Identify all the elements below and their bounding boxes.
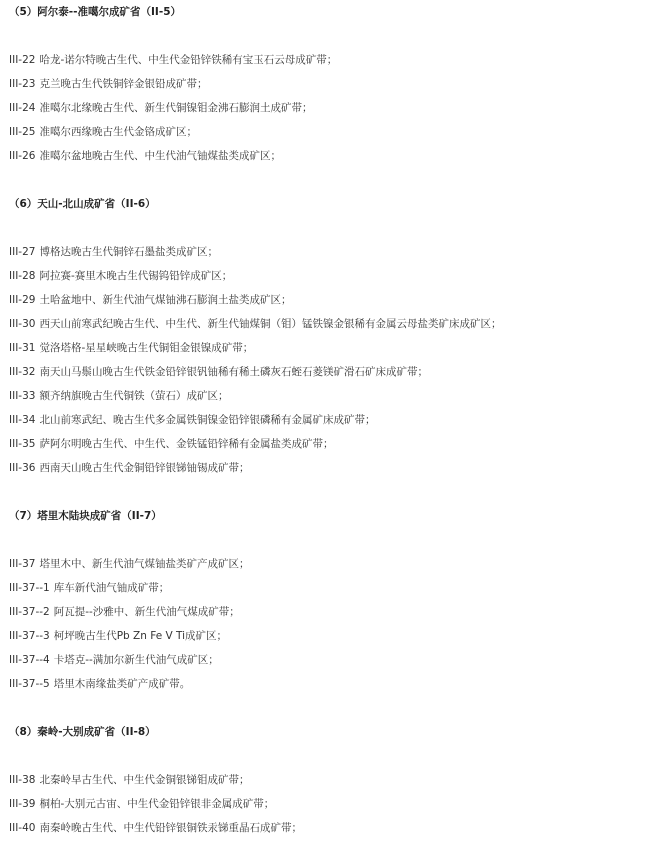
list-item: [9, 264, 665, 288]
section: [9, 192, 665, 504]
item-code: III-37--4: [9, 654, 50, 666]
section: [9, 504, 665, 720]
item-text: 西天山前寒武纪晚古生代、中生代、新生代铀煤铜（钼）锰铁镍金银稀有金属云母盐类矿床成矿区；: [39, 318, 502, 330]
item-code: III-29: [9, 294, 36, 306]
item-code: III-23: [9, 78, 36, 90]
section-gap: [9, 480, 665, 504]
item-text: 塔里木中、新生代油气煤铀盐类矿产成矿区；: [39, 558, 250, 570]
section: [9, 720, 665, 840]
item-text: 萨阿尔明晚古生代、中生代、金铁锰铅锌稀有金属盐类成矿带；: [39, 438, 334, 450]
item-text: 北山前寒武纪、晚古生代多金属铁铜镍金铅锌银磷稀有金属矿床成矿带；: [39, 414, 376, 426]
item-code: III-35: [9, 438, 36, 450]
item-text: 北秦岭早古生代、中生代金铜银锑钼成矿带；: [39, 774, 250, 786]
item-text: 额齐纳旗晚古生代铜铁（萤石）成矿区；: [39, 390, 229, 402]
item-code: III-37--5: [9, 678, 50, 690]
item-code: III-28: [9, 270, 36, 282]
list-item: [9, 672, 665, 696]
item-code: III-33: [9, 390, 36, 402]
item-code: III-30: [9, 318, 36, 330]
list-item: [9, 600, 665, 624]
item-text: 准噶尔盆地晚古生代、中生代油气铀煤盐类成矿区；: [39, 150, 281, 162]
list-item: [9, 408, 665, 432]
section-heading: （6）天山-北山成矿省（II-6）: [9, 198, 156, 210]
list-item: [9, 624, 665, 648]
list-item: [9, 120, 665, 144]
item-code: III-37--3: [9, 630, 50, 642]
item-text: 阿拉赛-赛里木晚古生代锡钨铅锌成矿区；: [39, 270, 233, 282]
list-item: [9, 552, 665, 576]
item-text: 觉洛塔格-星星峡晚古生代铜钼金银镍成矿带；: [39, 342, 254, 354]
item-text: 卡塔克--满加尔新生代油气成矿区；: [53, 654, 219, 666]
section-gap: [9, 168, 665, 192]
item-text: 土哈盆地中、新生代油气煤铀沸石膨润土盐类成矿区；: [39, 294, 292, 306]
list-item: [9, 648, 665, 672]
item-text: 柯坪晚古生代Pb Zn Fe V Ti成矿区；: [53, 630, 228, 642]
spacer: [9, 24, 665, 48]
list-item: [9, 576, 665, 600]
item-code: III-37--2: [9, 606, 50, 618]
item-code: III-36: [9, 462, 36, 474]
spacer: [9, 216, 665, 240]
item-text: 博格达晚古生代铜锌石墨盐类成矿区；: [39, 246, 218, 258]
item-code: III-37: [9, 558, 36, 570]
item-code: III-34: [9, 414, 36, 426]
item-code: III-22: [9, 54, 36, 66]
item-text: 桐柏-大别元古宙、中生代金铅锌银非金属成矿带；: [39, 798, 275, 810]
item-text: 南天山马鬃山晚古生代铁金铅锌银钒铀稀有稀土磷灰石蛭石菱镁矿滑石矿床成矿带；: [39, 366, 428, 378]
list-item: [9, 792, 665, 816]
list-item: [9, 240, 665, 264]
list-item: [9, 144, 665, 168]
spacer: [9, 744, 665, 768]
section-gap: [9, 696, 665, 720]
spacer: [9, 528, 665, 552]
item-code: III-25: [9, 126, 36, 138]
item-text: 阿瓦提--沙雅中、新生代油气煤成矿带；: [53, 606, 240, 618]
item-text: 库车新代油气铀成矿带；: [53, 582, 170, 594]
list-item: [9, 96, 665, 120]
item-text: 南秦岭晚古生代、中生代铅锌银铜铁汞锑重晶石成矿带；: [39, 822, 302, 834]
list-item: [9, 768, 665, 792]
item-code: III-37--1: [9, 582, 50, 594]
section-heading: （5）阿尔泰--准噶尔成矿省（II-5）: [9, 6, 181, 18]
list-item: [9, 312, 665, 336]
section: [9, 0, 665, 192]
item-text: 准噶尔西缘晚古生代金铬成矿区；: [39, 126, 197, 138]
item-code: III-31: [9, 342, 36, 354]
item-code: III-24: [9, 102, 36, 114]
item-code: III-26: [9, 150, 36, 162]
item-code: III-38: [9, 774, 36, 786]
item-text: 准噶尔北缘晚古生代、新生代铜镍钼金沸石膨润土成矿带；: [39, 102, 313, 114]
list-item: [9, 288, 665, 312]
list-item: [9, 816, 665, 840]
list-item: [9, 432, 665, 456]
list-item: [9, 360, 665, 384]
item-code: III-39: [9, 798, 36, 810]
list-item: [9, 384, 665, 408]
list-item: [9, 48, 665, 72]
item-text: 西南天山晚古生代金铜铅锌银锑铀锡成矿带；: [39, 462, 250, 474]
section-heading: （7）塔里木陆块成矿省（II-7）: [9, 510, 162, 522]
item-text: 哈龙-诺尔特晚古生代、中生代金铅锌铁稀有宝玉石云母成矿带；: [39, 54, 338, 66]
list-item: [9, 456, 665, 480]
section-heading: （8）秦岭-大别成矿省（II-8）: [9, 726, 156, 738]
item-code: III-27: [9, 246, 36, 258]
list-item: [9, 336, 665, 360]
list-item: [9, 72, 665, 96]
item-text: 克兰晚古生代铁铜锌金银铅成矿带；: [39, 78, 208, 90]
item-text: 塔里木南缘盐类矿产成矿带。: [53, 678, 191, 690]
item-code: III-40: [9, 822, 36, 834]
item-code: III-32: [9, 366, 36, 378]
